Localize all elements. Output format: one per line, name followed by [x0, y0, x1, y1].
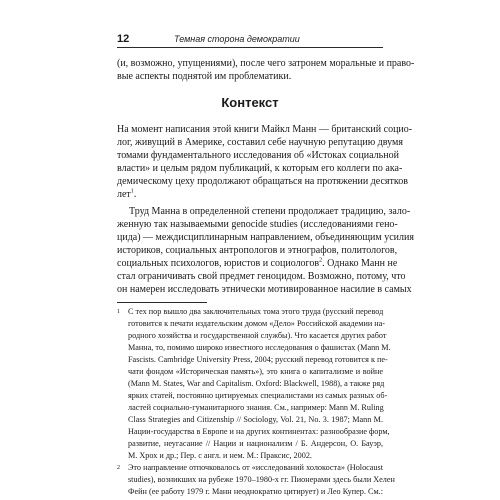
body-text: лет — [117, 189, 131, 200]
body-line: вые аспекты поднятой им проблематики. — [117, 71, 292, 82]
body-line: цида) — междисциплинарным направлением, объединяющим усилия — [117, 232, 414, 243]
footnote-line: Class Strategies and Citizenship // Sociology, Vol. 21, No. 3. 1987; Mann M. — [128, 415, 383, 424]
body-line: женную так называемыми genocide studies (исследованиями гено- — [117, 219, 398, 230]
footnote-line: ярких статей, постоянно цитируемых специалистами из самых разных об- — [128, 391, 388, 400]
body-line: Труд Манна в определенной степени продолжает традицию, зало- — [129, 206, 411, 217]
footnote-line: studies), возникших на рубеже 1970–1980-х гг. Пионерами здесь были Хелен — [128, 475, 395, 484]
footnote-reference[interactable]: 1 — [130, 188, 134, 195]
body-line: власти» и целым рядом публикаций, к которым его коллеги по ака- — [117, 163, 403, 174]
footnote-line: С тех пор вышло два заключительных тома этого труда (русский перевод — [128, 307, 384, 316]
body-line: На момент написания этой книги Майкл Манн — британский социо- — [117, 124, 413, 135]
footnote-line: Это направление отпочковалось от «исследований холокоста» (Holocaust — [128, 463, 383, 472]
footnote-line: М. Хрох и др.; Пер. с англ. и нем. М.: Праксис, 2002. — [128, 451, 312, 460]
footnote-reference[interactable]: 2 — [319, 257, 323, 264]
page-number: 12 — [117, 33, 130, 45]
footnote-marker: 2 — [117, 465, 120, 471]
footnote-line: Fascists. Cambridge University Press, 2004; русский перевод готовится к пе- — [128, 355, 388, 364]
running-title: Темная сторона демократии — [174, 34, 300, 44]
body-line: он намерен исследовать этнически мотивированное насилие в самых — [117, 284, 412, 295]
footnote-line: готовится к печати издательским домом «Дело» Российской академии на- — [128, 319, 385, 328]
body-line: (и, возможно, упущениями), после чего затронем моральные и право- — [117, 58, 415, 69]
footnote-line: (Mann M. States, War and Capitalism. Oxford: Blackwell, 1988), а также ряд — [128, 379, 385, 388]
footnote-line: чати фондом «Историческая память»), это книга о капитализме и войне — [128, 367, 383, 376]
body-text: . Однако Манн не — [322, 258, 398, 269]
body-line: лет$^1$. — [117, 188, 137, 200]
body-line: историков, социальных антропологов и этнографов, политологов, — [117, 245, 398, 256]
body-line — [117, 257, 398, 270]
footnote-line: Нации-государства в Европе и на других континентах: разнообразие форм, — [128, 427, 390, 436]
footnote-line: родного хозяйства и государственной службы). Что касается других работ — [128, 331, 387, 340]
body-line: стал ограничивать свой предмет геноцидом. Возможно, потому, что — [117, 271, 406, 282]
body-text: социальных психологов, юристов и социологов — [117, 258, 320, 269]
footnote-line: развитие, неугасание // Нации и национализм / Б. Андерсон, О. Бауэр, — [128, 439, 383, 448]
body-line: демическому цеху продолжают обращаться на протяжении десятков — [117, 176, 408, 187]
footnote-line: Фейн (ее работу 1979 г. Манн неоднократно цитирует) и Лео Купер. См.: — [128, 487, 383, 496]
page-header — [117, 33, 383, 48]
body-line: лог, живущий в Америке, составил себе научную репутацию двумя — [117, 137, 403, 148]
body-line: томами фундаментального исследования об «Истоках социальной — [117, 150, 399, 161]
section-heading: Контекст — [221, 95, 279, 110]
footnote-line: Манна, то, помимо широко известного исследования о фашистах (Mann M. — [128, 343, 391, 352]
footnote-marker: 1 — [117, 309, 120, 315]
footnote-line: ластей социально-гуманитарного знания. См., например: Mann M. Ruling — [128, 403, 384, 412]
footnote-divider — [117, 302, 207, 303]
